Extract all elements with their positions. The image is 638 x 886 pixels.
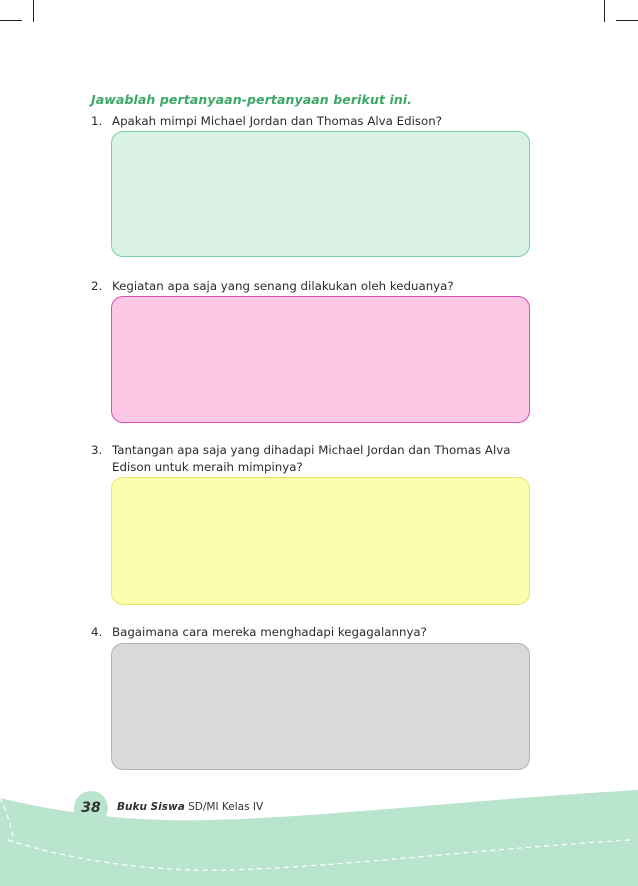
crop-mark — [33, 0, 34, 22]
instruction-heading: Jawablah pertanyaan-pertanyaan berikut ini. — [91, 92, 413, 107]
crop-mark — [604, 0, 605, 22]
question-number: 4. — [91, 625, 103, 639]
question-text: Tantangan apa saja yang dihadapi Michael Jordan dan Thomas Alva Edison untuk meraih mimpinya? — [112, 443, 511, 474]
question-2 — [91, 278, 551, 295]
crop-mark — [0, 20, 22, 21]
page-number: 38 — [74, 791, 108, 825]
answer-box-2[interactable] — [111, 296, 530, 423]
question-3 — [91, 442, 551, 476]
question-text: Bagaimana cara mereka menghadapi kegagalannya? — [112, 625, 427, 639]
crop-mark — [616, 20, 638, 21]
answer-box-3[interactable] — [111, 477, 530, 605]
answer-box-4[interactable] — [111, 643, 530, 770]
question-text: Apakah mimpi Michael Jordan dan Thomas Alva Edison? — [112, 114, 442, 128]
question-4 — [91, 624, 551, 641]
book-title-bold: Buku Siswa — [117, 801, 185, 813]
book-title-rest: SD/MI Kelas IV — [184, 801, 264, 813]
question-number: 3. — [91, 443, 103, 457]
question-number: 1. — [91, 114, 103, 128]
question-text: Kegiatan apa saja yang senang dilakukan oleh keduanya? — [112, 279, 454, 293]
book-title — [117, 801, 263, 813]
question-number: 2. — [91, 279, 103, 293]
answer-box-1[interactable] — [111, 131, 530, 257]
question-1 — [91, 113, 551, 130]
